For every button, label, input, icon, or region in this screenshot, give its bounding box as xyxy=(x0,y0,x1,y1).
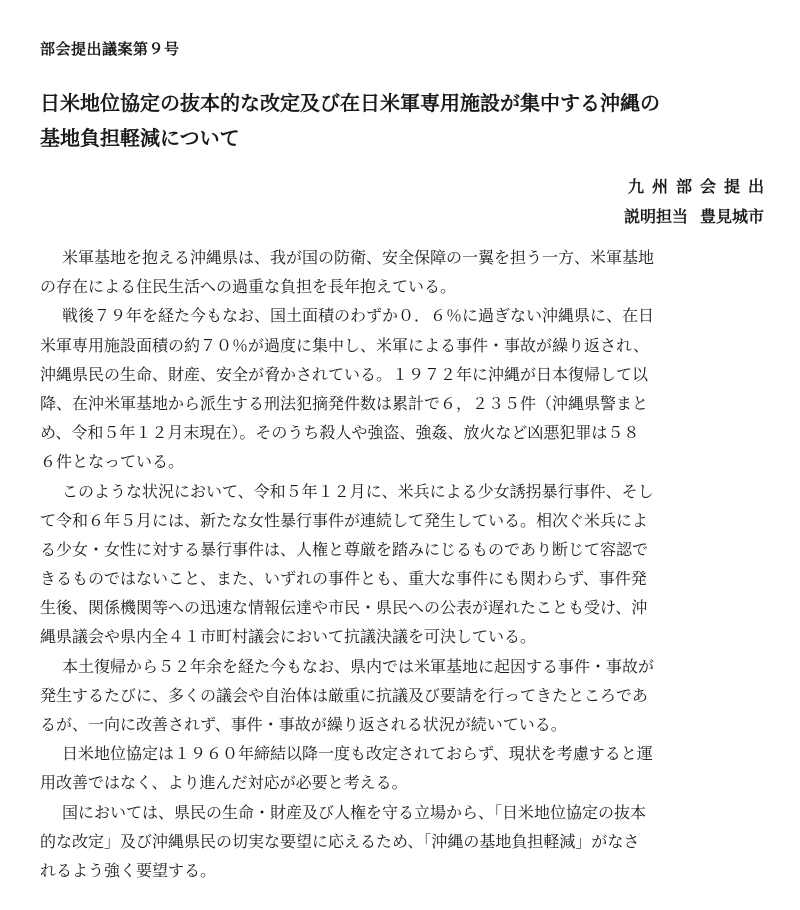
presenter-line xyxy=(624,202,764,232)
paragraph-line: 縄県議会や県内全４１市町村議会において抗議決議を可決している。 xyxy=(40,627,537,647)
paragraph-line: るが、一向に改善されず、事件・事故が繰り返される状況が続いている。 xyxy=(40,715,567,734)
title-line: 日米地位協定の抜本的な改定及び在日米軍専用施設が集中する沖縄の xyxy=(40,91,660,115)
paragraph-line: このような状況において、令和５年１２月に、米兵による少女誘拐暴行事件、そし xyxy=(62,481,654,501)
paragraph-line: て令和６年５月には、新たな女性暴行事件が連続して発生している。相次ぐ米兵によ xyxy=(40,510,649,530)
submitted-by-text: 九 州 部 会 提 出 xyxy=(627,177,764,196)
paragraph-line: の存在による住民生活への過重な負担を長年抱えている。 xyxy=(40,277,457,297)
proposal-number: 部会提出議案第９号 xyxy=(40,40,180,58)
presenter-label: 説明担当 xyxy=(623,207,688,226)
paragraph-line: 用改善ではなく、より進んだ対応が必要と考える。 xyxy=(40,773,408,793)
paragraph-line: 生後、関係機関等への迅速な情報伝達や市民・県民への公表が遅れたことも受け、沖 xyxy=(40,598,648,618)
paragraph-line: 的な改定」及び沖縄県民の切実な要望に応えるため、「沖縄の基地負担軽減」がなさ xyxy=(40,831,640,851)
paragraph-line: 発生するたびに、多くの議会や自治体は厳重に抗議及び要請を行ってきたところであ xyxy=(40,685,648,705)
paragraph-line: きるものではないこと、また、いずれの事件とも、重大な事件にも関わらず、事件発 xyxy=(40,569,647,589)
paragraph-line: ６件となっている。 xyxy=(40,452,185,472)
paragraph xyxy=(40,477,776,652)
presenter-name: 豊見城市 xyxy=(699,207,764,226)
paragraph-line: る少女・女性に対する暴行事件は、人権と尊厳を踏みにじるものであり断じて容認で xyxy=(40,539,649,559)
submitter-block xyxy=(624,172,764,232)
paragraph-line: 戦後７９年を経た今もなお、国土面積のわずか０．６％に過ぎない沖縄県に、在日 xyxy=(62,306,655,326)
paragraph-line: れるよう強く要望する。 xyxy=(40,860,217,880)
paragraph xyxy=(40,739,776,797)
paragraph-line: 米軍基地を抱える沖縄県は、我が国の防衛、安全保障の一翼を担う一方、米軍基地 xyxy=(62,248,655,267)
paragraph-line: 本土復帰から５２年余を経た今もなお、県内では米軍基地に起因する事件・事故が xyxy=(62,656,655,676)
paragraph-line: 日米地位協定は１９６０年締結以降一度も改定されておらず、現状を考慮すると運 xyxy=(62,744,653,764)
paragraph xyxy=(40,243,776,301)
paragraph-line: 降、在沖米軍基地から派生する刑法犯摘発件数は累計で６，２３５件（沖縄県警まと xyxy=(40,393,649,413)
title-line: 基地負担軽減について xyxy=(40,126,240,150)
paragraph xyxy=(40,652,776,740)
paragraph xyxy=(40,798,776,886)
document-title xyxy=(40,86,780,156)
paragraph-line: 国においては、県民の生命・財産及び人権を守る立場から、「日米地位協定の抜本 xyxy=(62,802,647,822)
paragraph-line: 米軍専用施設面積の約７０％が過度に集中し、米軍による事件・事故が繰り返され、 xyxy=(40,335,649,355)
paragraph xyxy=(40,301,776,476)
submitted-by xyxy=(624,172,764,202)
paragraph-line: め、令和５年１２月末現在）。そのうち殺人や強盗、強姦、放火など凶悪犯罪は５８ xyxy=(40,423,640,443)
paragraph-line: 沖縄県民の生命、財産、安全が脅かされている。１９７２年に沖縄が日本復帰して以 xyxy=(40,364,649,384)
document-body xyxy=(40,243,776,885)
